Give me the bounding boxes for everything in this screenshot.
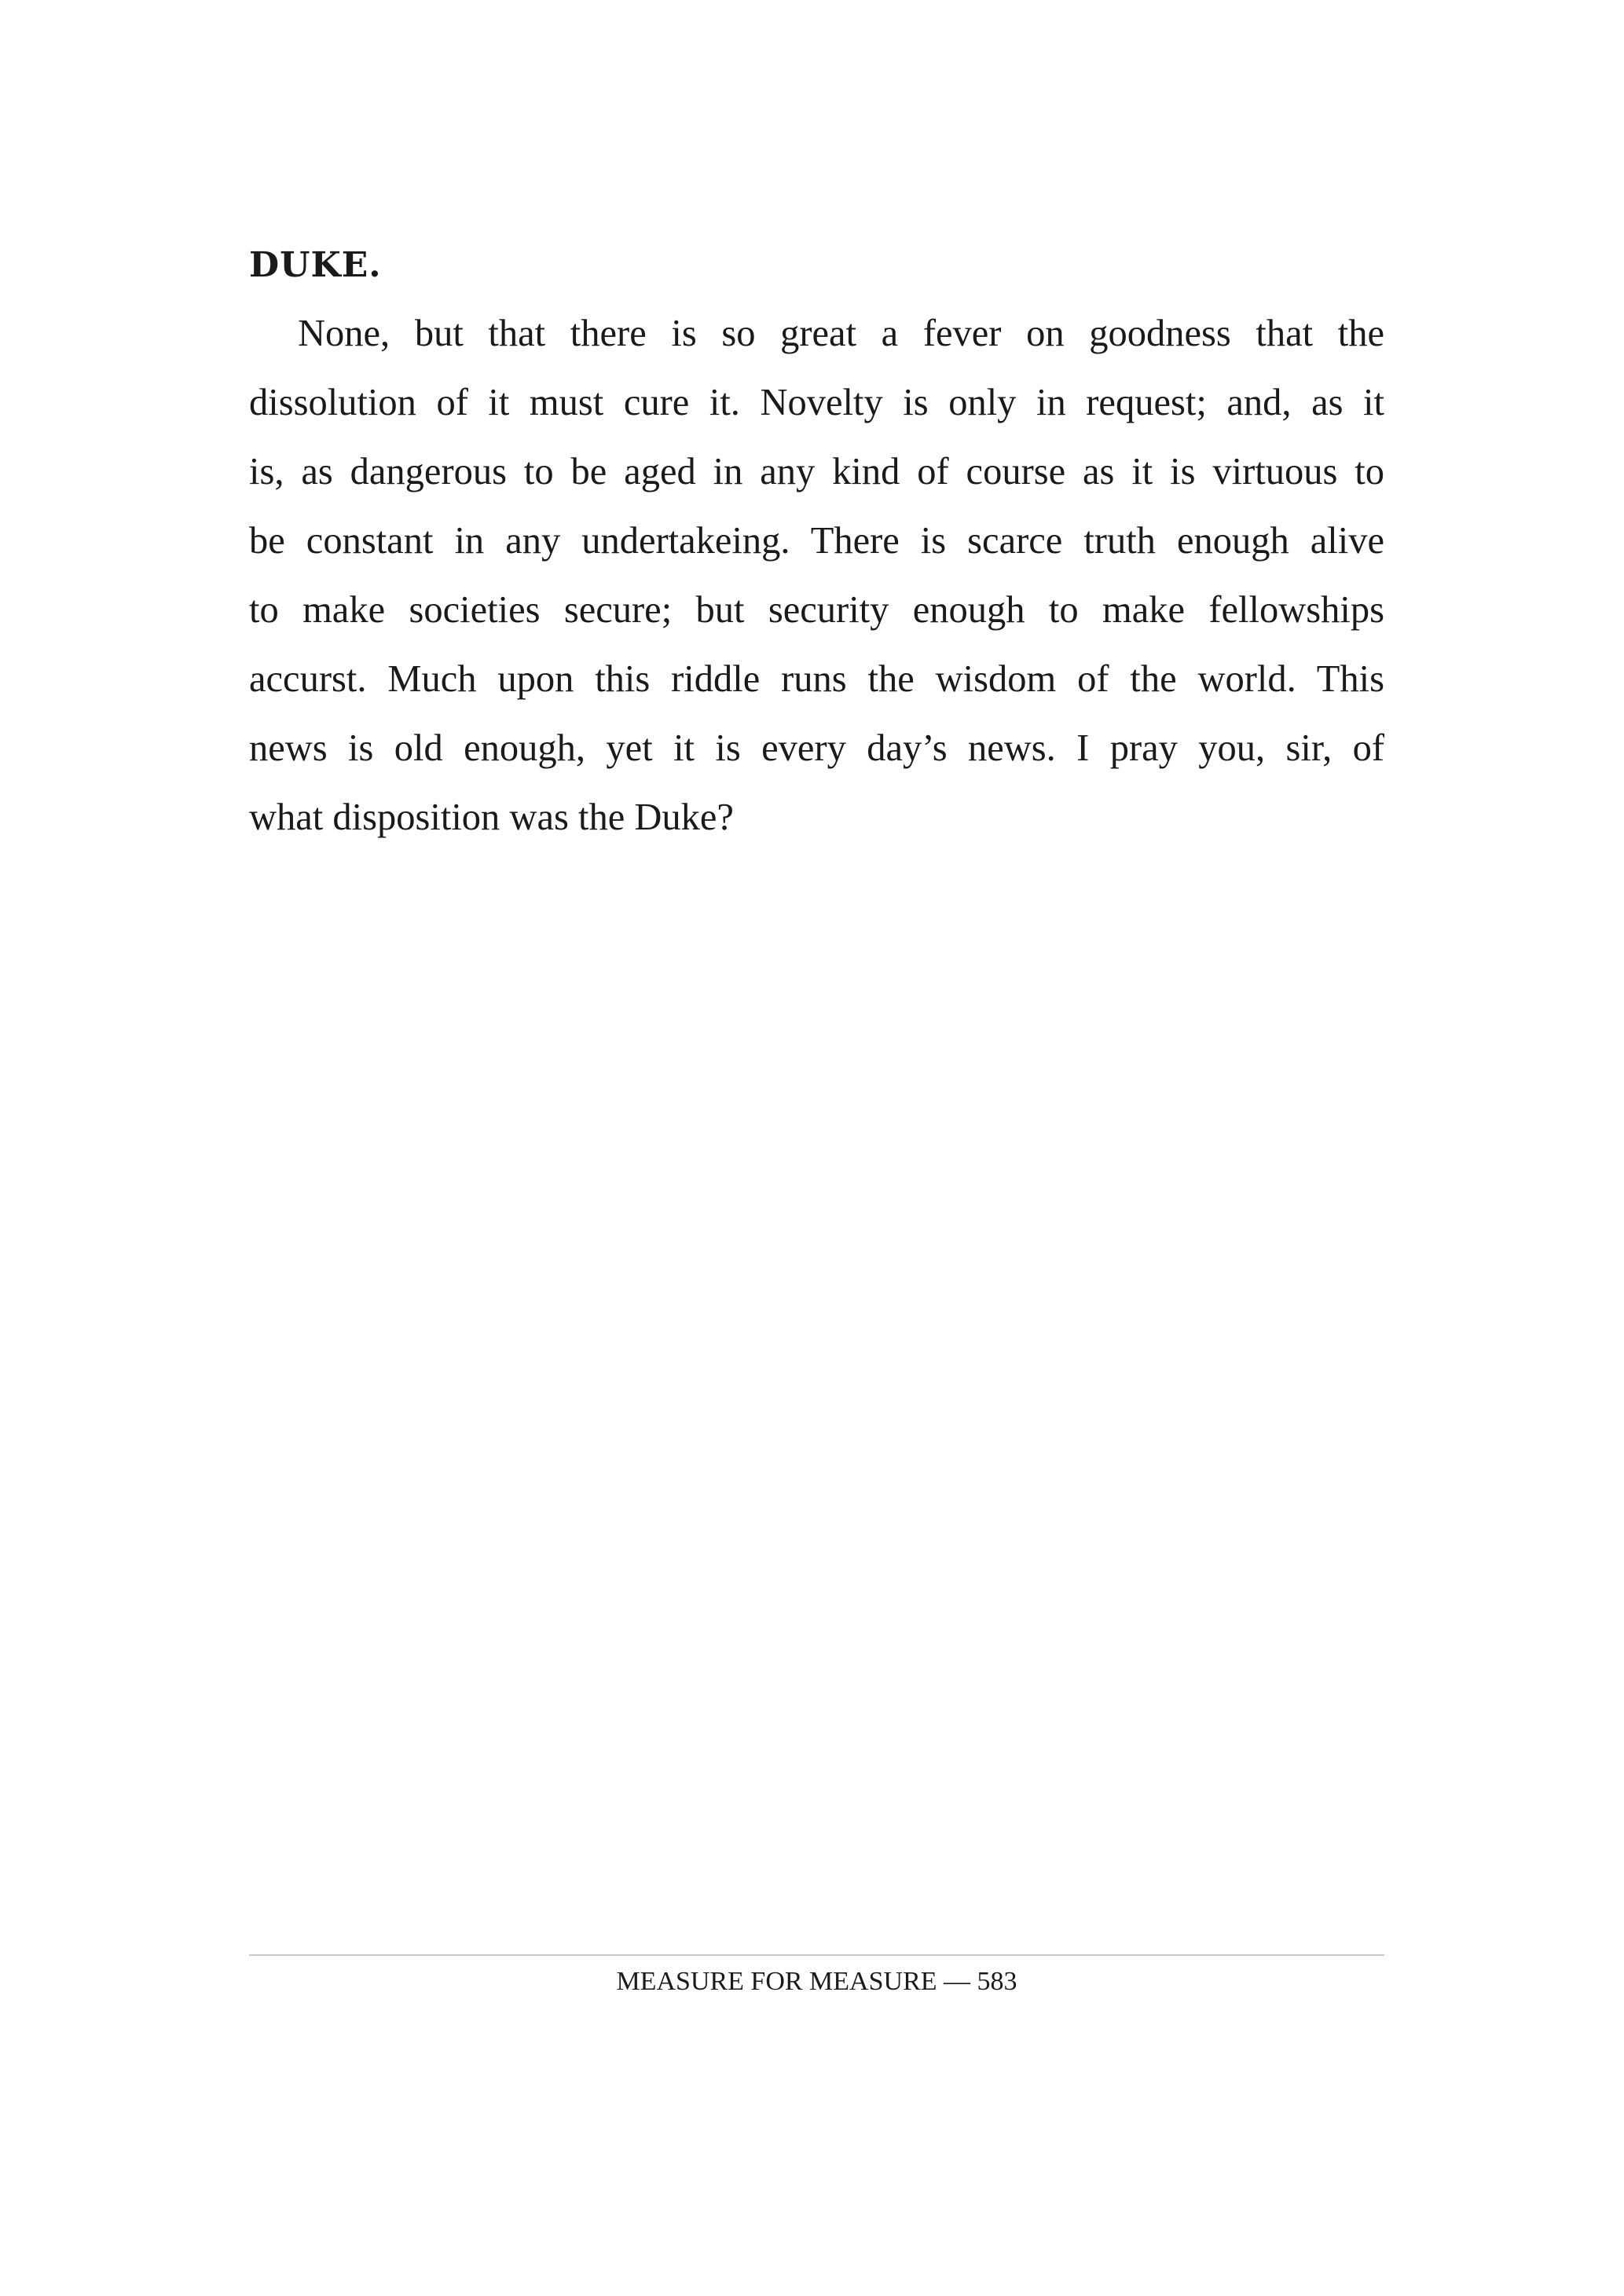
- speech-line: is, as dangerous to be aged in any kind of course as it is virtuous to: [249, 451, 1384, 493]
- speech-line: None, but that there is so great a fever on goodness that the: [298, 313, 1384, 354]
- speech-line: dissolution of it must cure it. Novelty is only in request; and, as it: [249, 382, 1384, 423]
- speech-line: be constant in any undertakeing. There is scarce truth enough alive: [249, 520, 1384, 562]
- speech-line: accurst. Much upon this riddle runs the wisdom of the world. This: [249, 658, 1384, 700]
- speech-line: news is old enough, yet it is every day’s news. I pray you, sir, of: [249, 727, 1384, 769]
- speech-line: what disposition was the Duke?: [249, 796, 734, 838]
- speech-line: to make societies secure; but security enough to make fellowships: [249, 589, 1384, 631]
- speaker-name: DUKE.: [249, 245, 382, 285]
- page-footer: MEASURE FOR MEASURE — 583: [616, 1967, 1017, 1996]
- footer-divider: [249, 1954, 1384, 1956]
- speech-paragraph: [249, 310, 1384, 863]
